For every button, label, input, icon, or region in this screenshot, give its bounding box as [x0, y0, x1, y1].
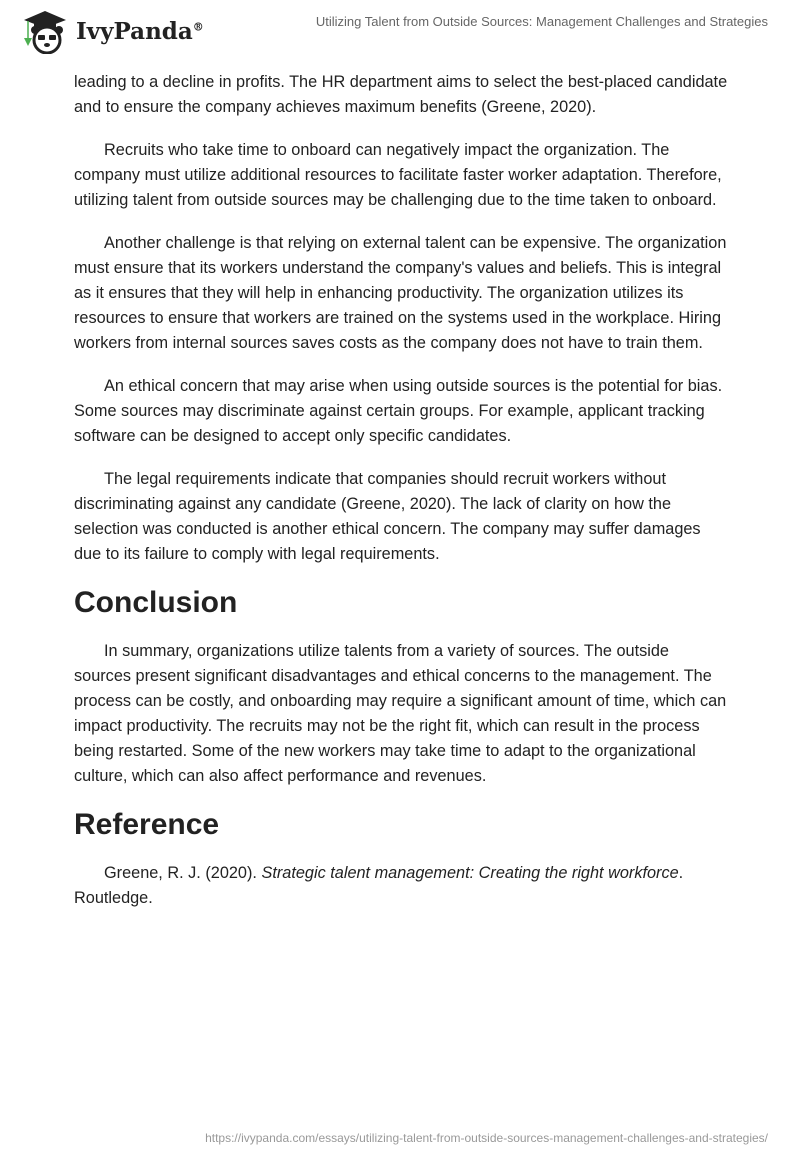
panda-graduate-icon [20, 8, 70, 54]
paragraph: leading to a decline in profits. The HR department aims to select the best-placed candidate and to ensure the company achieves maximum benefits (Greene, 2020). [74, 73, 728, 116]
paragraph: The legal requirements indicate that companies should recruit workers without discriminating against any candidate (Greene, 2020). The lack of clarity on how the selection was conducted is another ethical concern. The company may suffer damages due to its failure to comply with legal requirements. [74, 470, 701, 563]
paragraph: Recruits who take time to onboard can negatively impact the organization. The company must utilize additional resources to facilitate faster worker adaptation. Therefore, utilizing talent from outside sources may be challenging due to the time taken to onboard. [74, 141, 722, 209]
brand-name: IvyPanda® [76, 17, 204, 45]
paragraph: Another challenge is that relying on external talent can be expensive. The organization must ensure that its workers understand the company's values and beliefs. This is integral as it ensures that they will help in enhancing productivity. The organization utilizes its resources to ensure that workers are trained on the systems used in the workplace. Hiring workers from internal sources saves costs as the company does not have to train them. [74, 234, 727, 352]
paragraph: An ethical concern that may arise when using outside sources is the potential for bias. Some sources may discriminate against certain groups. For example, applicant tracking software can be designed to accept only specific candidates. [74, 377, 723, 445]
reference-entry: Greene, R. J. (2020). Strategic talent management: Creating the right workforce. Routledge. [74, 864, 684, 907]
reference-title: Strategic talent management: Creating the right workforce [261, 864, 679, 882]
document-title: Utilizing Talent from Outside Sources: Management Challenges and Strategies [315, 14, 768, 29]
reference-heading: Reference [74, 808, 220, 841]
essay-content [74, 70, 730, 929]
footer-url[interactable]: https://ivypanda.com/essays/utilizing-talent-from-outside-sources-management-challenges-and-strategies/ [205, 1131, 768, 1145]
conclusion-heading: Conclusion [74, 586, 238, 619]
conclusion-paragraph: In summary, organizations utilize talents from a variety of sources. The outside sources present significant disadvantages and ethical concerns to the management. The process can be costly, and onboarding may require a significant amount of time, which can impact productivity. The recruits may not be the right fit, which can result in the process being restarted. Some of the new workers may take time to adapt to the organizational culture, which can also affect performance and revenues. [74, 642, 727, 785]
ivypanda-logo[interactable] [20, 8, 204, 54]
